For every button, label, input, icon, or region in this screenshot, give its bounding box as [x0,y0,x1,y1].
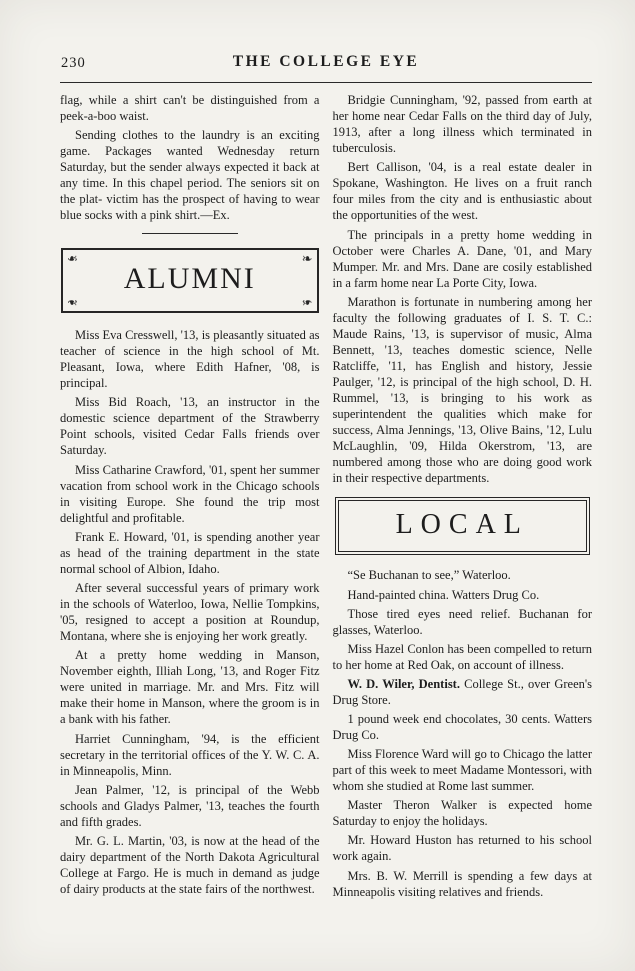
paragraph: Bert Callison, '04, is a real estate dealer in Spokane, Washington. He lives on a fruit ranch four miles from the city and is enthusiastic about the opportunities of the west. [332,160,592,223]
local-item: Mrs. B. W. Merrill is spending a few days at Minneapolis visiting relatives and friends. [332,868,592,899]
alumni-paragraph: Jean Palmer, '12, is principal of the Webb schools and Gladys Palmer, '13, teaches the fourth and fifth grades. [60,782,320,829]
alumni-paragraph: Mr. G. L. Martin, '03, is now at the head of the dairy department of the North Dakota Agricultural College at Fargo. He is much in demand as judge of dairy products at the state fairs of the northwest. [60,833,320,897]
alumni-paragraph: Miss Eva Cresswell, '13, is pleasantly situated as teacher of science in the high school of Mt. Pleasant, Iowa, where Edith Hafner, '08, is principal. [60,328,320,391]
corner-ornament-icon: ❧ [301,295,313,311]
alumni-title: ALUMNI [123,261,256,295]
local-title: LOCAL [395,508,529,540]
local-item: “Se Buchanan to see,” Waterloo. [347,568,511,583]
advertiser-address: College St., over Green's Drug Store. [332,676,592,707]
page-title: THE COLLEGE EYE [232,53,420,70]
local-item: Miss Hazel Conlon has been compelled to return to her home at Red Oak, on account of illness. [332,641,592,672]
paragraph: Sending clothes to the laundry is an exciting game. Packages wanted Wednesday return Saturday, but the sender always expected it back at any time. In this chapel period. The seniors sit on the plat- victim has the prospect of having to wear blue socks with a pink shirt.—Ex. [60,128,320,223]
corner-ornament-icon: ❧ [67,250,78,266]
continued-paragraph: flag, while a shirt can't be distinguished from a peek-a-boo waist. [60,93,320,124]
local-item: Hand-painted china. Watters Drug Co. [347,587,540,602]
advertiser-name: W. D. Wiler, Dentist. [347,676,460,691]
local-item-dentist-ad [333,676,593,708]
alumni-paragraph: At a pretty home wedding in Manson, November eighth, Illiah Long, '13, and Roger Fitz were united in marriage. Mr. and Mrs. Fitz will make their home in Manson, where the groom is in a bank with his father. [60,648,320,727]
paragraph: Bridgie Cunningham, '92, passed from earth at her home near Cedar Falls on the third day of July, 1913, after a long illness which terminated in tuberculosis. [332,93,592,156]
right-column [333,92,593,903]
left-column [60,92,320,903]
alumni-paragraph: Harriet Cunningham, '94, is the efficient secretary in the territorial offices of the Y. W. C. A. in Minneapolis, Minn. [60,731,320,778]
alumni-paragraph: Frank E. Howard, '01, is spending another year as head of the training department in the state normal school of Albion, Idaho. [60,529,320,576]
corner-ornament-icon: ❧ [301,250,313,266]
local-item: Mr. Howard Huston has returned to his school work again. [332,833,592,864]
local-section-heading [335,497,591,556]
page-number: 230 [61,55,86,71]
page-header [60,52,592,83]
local-item: Master Theron Walker is expected home Saturday to enjoy the holidays. [332,798,592,829]
local-item: Miss Florence Ward will go to Chicago the latter part of this week to meet Madame Montessori, with whom she studied at Rome last summer. [332,747,592,794]
alumni-paragraph: After several successful years of primary work in the schools of Waterloo, Iowa, Nellie Tompkins, '05, resigned to accept a position at Roundup, Montana, where she is enjoying her work greatly. [60,580,320,644]
two-column-body [60,92,592,903]
paragraph: The principals in a pretty home wedding in October were Charles A. Dane, '01, and Mary Mumper. Mr. and Mrs. Dane are cosily established in a farm home near La Porte City, Iowa. [332,227,592,290]
alumni-section-heading [61,248,319,314]
local-item: 1 pound week end chocolates, 30 cents. Watters Drug Co. [332,711,592,743]
alumni-paragraph: Miss Bid Roach, '13, an instructor in the domestic science department of the Strawberry Point schools, visited Cedar Falls friends over Saturday. [60,395,320,458]
corner-ornament-icon: ❧ [67,295,78,311]
alumni-paragraph: Miss Catharine Crawford, '01, spent her summer vacation from school work in the Chicago schools in visiting Europe. She found the trip most delightful and profitable. [60,462,320,525]
paragraph: Marathon is fortunate in numbering among her faculty the following graduates of I. S. T. C.: Maude Rains, '13, is supervisor of music, Alma Bennett, '13, teaches domestic science, Nelle Ratcliffe, '11, has English and history, Jessie Paulger, '12, is principal of the high school, D. H. Rummel, '13, is bringing to his work as superintendent the qualities which make for success, Alma Jennings, '13, Olive Bains, '12, Lulu McLaughlin, '09, Hilda Okerstrom, '13, are numbered among those who are doing good work in their respective departments. [332,294,592,486]
section-divider-rule [142,233,238,234]
local-item: Those tired eyes need relief. Buchanan for glasses, Waterloo. [332,606,592,637]
